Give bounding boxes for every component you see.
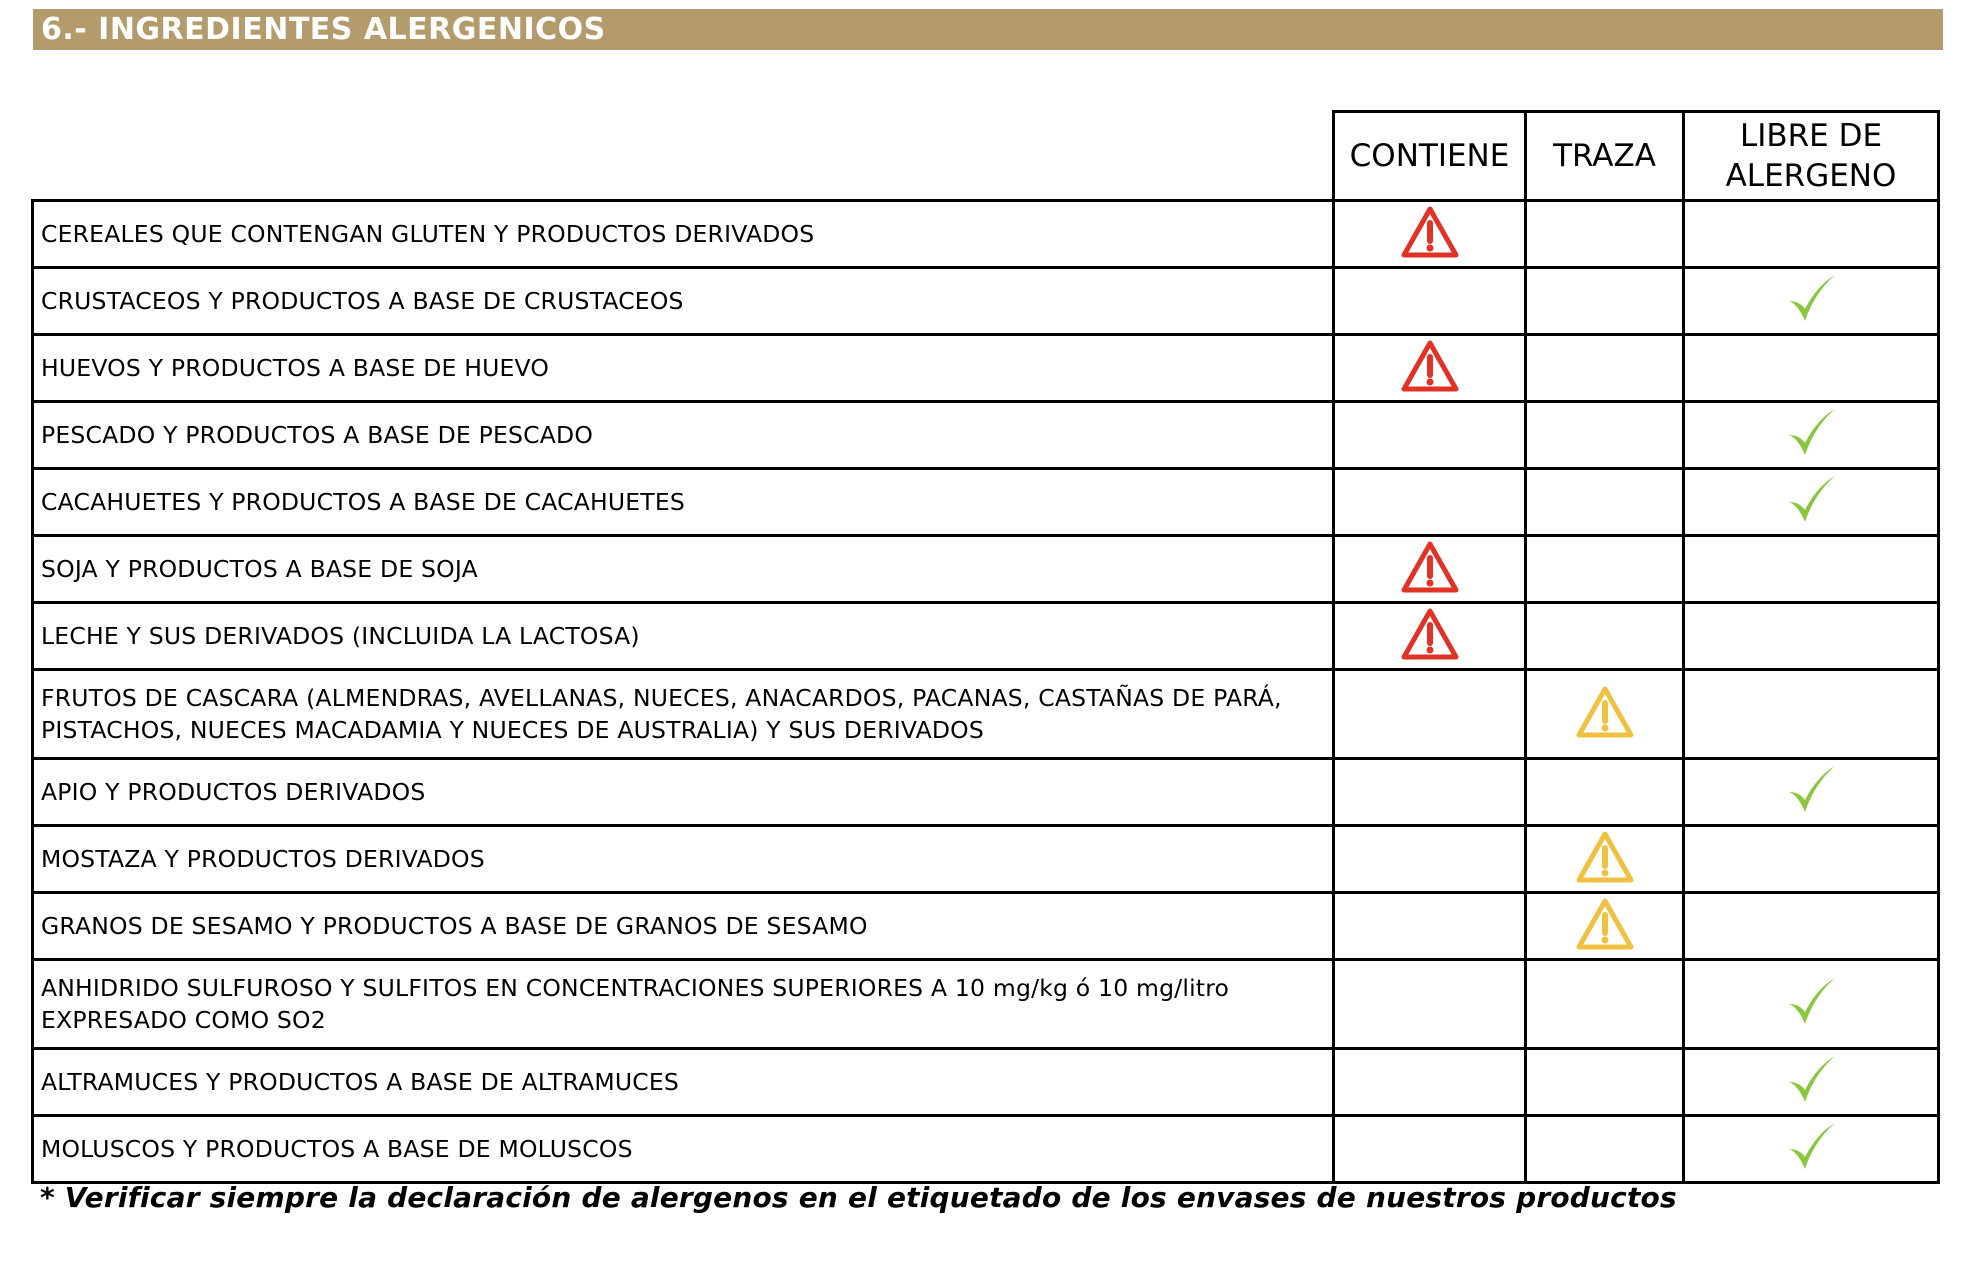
cell-libre	[1684, 826, 1939, 893]
table-row	[33, 1116, 1939, 1183]
cell-contiene	[1334, 335, 1526, 402]
allergen-rows	[33, 201, 1939, 1183]
cell-contiene	[1334, 536, 1526, 603]
cell-traza	[1526, 603, 1684, 670]
table-header-row	[33, 112, 1939, 201]
cell-traza	[1526, 536, 1684, 603]
warning-icon	[1400, 607, 1460, 661]
table-row	[33, 603, 1939, 670]
cell-contiene	[1334, 201, 1526, 268]
check-icon	[1783, 405, 1839, 461]
check-icon	[1783, 1119, 1839, 1175]
footnote: * Verificar siempre la declaración de alergenos en el etiquetado de los envases de nuestros productos	[40, 1181, 1677, 1214]
allergen-name: FRUTOS DE CASCARA (ALMENDRAS, AVELLANAS, NUECES, ANACARDOS, PACANAS, CASTAÑAS DE PARÁ, PISTACHOS, NUECES MACADAMIA Y NUECES DE AUSTRALIA) Y SUS DERIVADOS	[33, 670, 1334, 759]
warning-icon	[1575, 897, 1635, 951]
warning-icon	[1575, 830, 1635, 884]
allergen-name: LECHE Y SUS DERIVADOS (INCLUIDA LA LACTOSA)	[33, 603, 1334, 670]
cell-traza	[1526, 402, 1684, 469]
column-header-contiene: CONTIENE	[1334, 112, 1526, 201]
warning-icon	[1400, 540, 1460, 594]
allergen-name: CRUSTACEOS Y PRODUCTOS A BASE DE CRUSTACEOS	[33, 268, 1334, 335]
cell-libre	[1684, 268, 1939, 335]
cell-libre	[1684, 960, 1939, 1049]
table-row	[33, 670, 1939, 759]
warning-icon	[1400, 205, 1460, 259]
check-icon	[1783, 271, 1839, 327]
cell-traza	[1526, 201, 1684, 268]
cell-libre	[1684, 893, 1939, 960]
cell-traza	[1526, 469, 1684, 536]
cell-contiene	[1334, 402, 1526, 469]
section-title: 6.- INGREDIENTES ALERGENICOS	[33, 9, 1943, 50]
cell-traza	[1526, 268, 1684, 335]
cell-libre	[1684, 603, 1939, 670]
table-row	[33, 536, 1939, 603]
cell-libre	[1684, 1116, 1939, 1183]
check-icon	[1783, 762, 1839, 818]
cell-contiene	[1334, 826, 1526, 893]
column-header-libre-label: LIBRE DE ALERGENO	[1725, 118, 1897, 194]
cell-contiene	[1334, 960, 1526, 1049]
table-row	[33, 268, 1939, 335]
table-row	[33, 893, 1939, 960]
column-header-libre	[1684, 112, 1939, 201]
allergen-name: CACAHUETES Y PRODUCTOS A BASE DE CACAHUETES	[33, 469, 1334, 536]
column-header-traza: TRAZA	[1526, 112, 1684, 201]
cell-traza	[1526, 670, 1684, 759]
cell-libre	[1684, 1049, 1939, 1116]
cell-contiene	[1334, 469, 1526, 536]
table-row	[33, 335, 1939, 402]
cell-libre	[1684, 335, 1939, 402]
allergen-name: APIO Y PRODUCTOS DERIVADOS	[33, 759, 1334, 826]
allergen-name: MOLUSCOS Y PRODUCTOS A BASE DE MOLUSCOS	[33, 1116, 1334, 1183]
cell-contiene	[1334, 603, 1526, 670]
cell-traza	[1526, 1049, 1684, 1116]
allergen-name: ANHIDRIDO SULFUROSO Y SULFITOS EN CONCENTRACIONES SUPERIORES A 10 mg/kg ó 10 mg/litro EXPRESADO COMO SO2	[33, 960, 1334, 1049]
cell-libre	[1684, 402, 1939, 469]
cell-contiene	[1334, 893, 1526, 960]
table-row	[33, 826, 1939, 893]
warning-icon	[1400, 339, 1460, 393]
allergen-name: CEREALES QUE CONTENGAN GLUTEN Y PRODUCTOS DERIVADOS	[33, 201, 1334, 268]
cell-libre	[1684, 759, 1939, 826]
cell-libre	[1684, 469, 1939, 536]
table-row	[33, 469, 1939, 536]
cell-traza	[1526, 335, 1684, 402]
cell-traza	[1526, 893, 1684, 960]
cell-contiene	[1334, 759, 1526, 826]
warning-icon	[1575, 685, 1635, 739]
cell-contiene	[1334, 670, 1526, 759]
cell-contiene	[1334, 1116, 1526, 1183]
table-row	[33, 759, 1939, 826]
table-row	[33, 201, 1939, 268]
table-row	[33, 402, 1939, 469]
allergen-name: HUEVOS Y PRODUCTOS A BASE DE HUEVO	[33, 335, 1334, 402]
check-icon	[1783, 974, 1839, 1030]
cell-traza	[1526, 1116, 1684, 1183]
table-row	[33, 960, 1939, 1049]
check-icon	[1783, 472, 1839, 528]
cell-libre	[1684, 670, 1939, 759]
allergen-name: PESCADO Y PRODUCTOS A BASE DE PESCADO	[33, 402, 1334, 469]
cell-traza	[1526, 759, 1684, 826]
allergen-name: MOSTAZA Y PRODUCTOS DERIVADOS	[33, 826, 1334, 893]
table-row	[33, 1049, 1939, 1116]
cell-contiene	[1334, 1049, 1526, 1116]
cell-contiene	[1334, 268, 1526, 335]
cell-libre	[1684, 536, 1939, 603]
allergen-name: SOJA Y PRODUCTOS A BASE DE SOJA	[33, 536, 1334, 603]
cell-traza	[1526, 960, 1684, 1049]
allergen-name: ALTRAMUCES Y PRODUCTOS A BASE DE ALTRAMUCES	[33, 1049, 1334, 1116]
cell-traza	[1526, 826, 1684, 893]
header-blank-cell	[33, 112, 1334, 201]
allergen-name: GRANOS DE SESAMO Y PRODUCTOS A BASE DE GRANOS DE SESAMO	[33, 893, 1334, 960]
check-icon	[1783, 1052, 1839, 1108]
cell-libre	[1684, 201, 1939, 268]
allergen-table	[31, 110, 1940, 1184]
